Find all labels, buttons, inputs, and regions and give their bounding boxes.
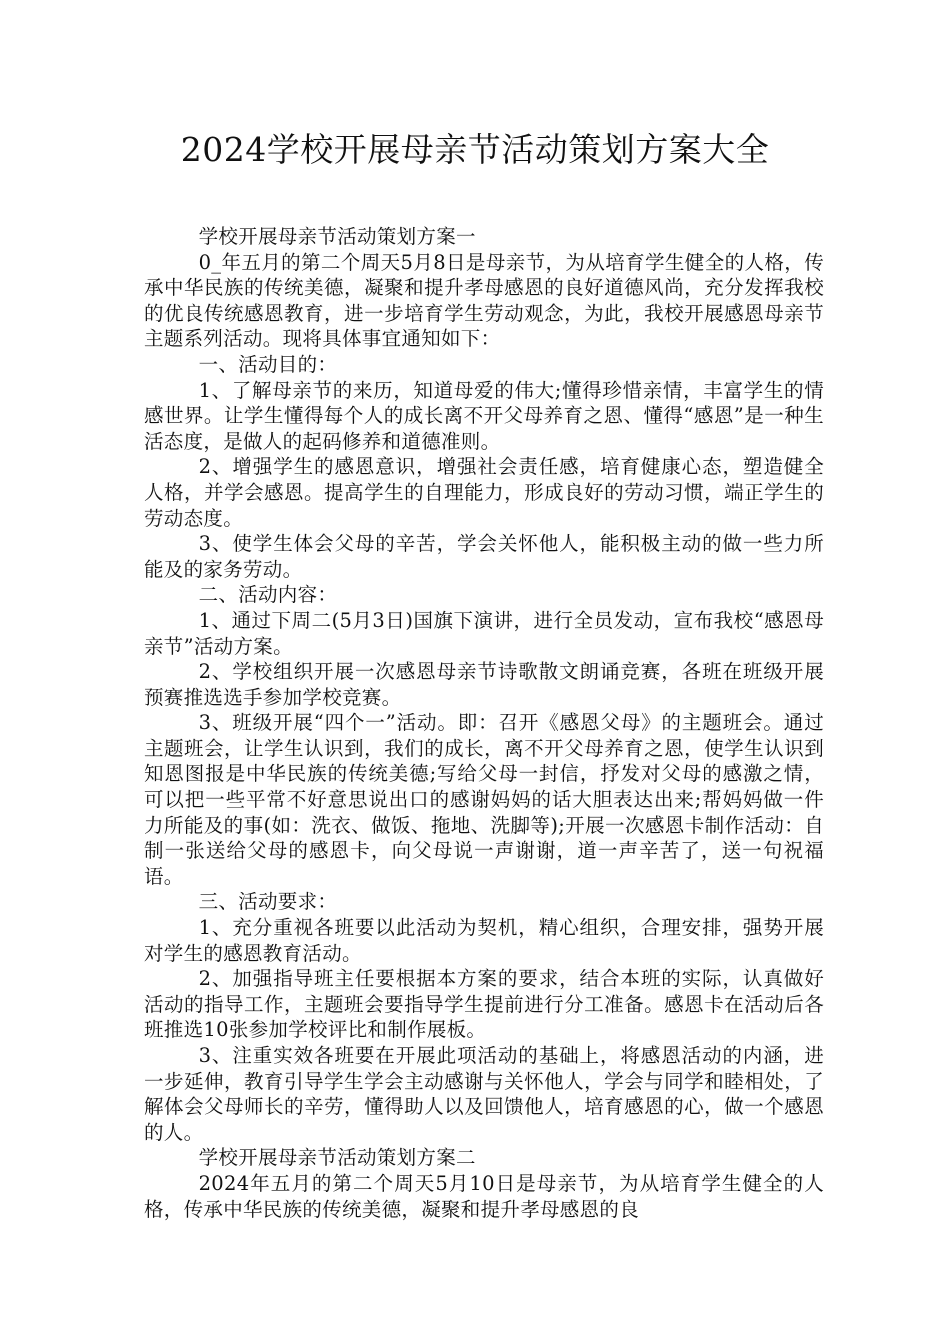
- paragraph: 1、充分重视各班要以此活动为契机，精心组织，合理安排，强势开展对学生的感恩教育活动。: [144, 916, 824, 965]
- paragraph: 3、班级开展“四个一”活动。即：召开《感恩父母》的主题班会。通过主题班会，让学生认识到，我们的成长，离不开父母养育之恩，使学生认识到知恩图报是中华民族的传统美德;写给父母一封信，抒发对父母的感激之情，可以把一些平常不好意思说出口的感谢妈妈的话大胆表达出来;帮妈妈做一件力所能及的事(如：洗衣、做饭、拖地、洗脚等);开展一次感恩卡制作活动：自制一张送给父母的感恩卡，向父母说一声谢谢，道一声辛苦了，送一句祝福语。: [144, 711, 824, 888]
- section-heading: 三、活动要求：: [198, 890, 338, 914]
- section-heading: 学校开展母亲节活动策划方案二: [198, 1146, 476, 1170]
- paragraph: 2、学校组织开展一次感恩母亲节诗歌散文朗诵竞赛，各班在班级开展预赛推选选手参加学校竞赛。: [144, 660, 824, 709]
- paragraph: 1、通过下周二(5月3日)国旗下演讲，进行全员发动，宣布我校“感恩母亲节”活动方案。: [144, 608, 824, 658]
- document-title: 2024学校开展母亲节活动策划方案大全: [180, 130, 770, 169]
- paragraph: 2、加强指导班主任要根据本方案的要求，结合本班的实际，认真做好活动的指导工作，主题班会要指导学生提前进行分工准备。感恩卡在活动后各班推选10张参加学校评比和制作展板。: [144, 967, 824, 1042]
- section-heading: 学校开展母亲节活动策划方案一: [198, 225, 476, 248]
- paragraph: 1、了解母亲节的来历，知道母爱的伟大;懂得珍惜亲情，丰富学生的情感世界。让学生懂得每个人的成长离不开父母养育之恩、懂得“感恩”是一种生活态度，是做人的起码修养和道德准则。: [144, 378, 824, 453]
- paragraph: 2024年五月的第二个周天5月10日是母亲节，为从培育学生健全的人格，传承中华民族的传统美德，凝聚和提升孝母感恩的良: [144, 1171, 824, 1221]
- section-heading: 二、活动内容：: [198, 583, 338, 607]
- section-heading: 一、活动目的：: [198, 352, 338, 376]
- paragraph: 0_年五月的第二个周天5月8日是母亲节，为从培育学生健全的人格，传承中华民族的传统美德，凝聚和提升孝母感恩的良好道德风尚，充分发挥我校的优良传统感恩教育，进一步培育学生劳动观念，为此，我校开展感恩母亲节主题系列活动。现将具体事宜通知如下：: [144, 250, 824, 351]
- document-body: [144, 224, 824, 1222]
- paragraph: 2、增强学生的感恩意识，增强社会责任感，培育健康心态，塑造健全人格，并学会感恩。提高学生的自理能力，形成良好的劳动习惯，端正学生的劳动态度。: [144, 455, 824, 530]
- paragraph: 3、使学生体会父母的辛苦，学会关怀他人，能积极主动的做一些力所能及的家务劳动。: [144, 532, 824, 581]
- paragraph: 3、注重实效各班要在开展此项活动的基础上，将感恩活动的内涵，进一步延伸，教育引导学生学会主动感谢与关怀他人，学会与同学和睦相处，了解体会父母师长的辛劳，懂得助人以及回馈他人，培育感恩的心，做一个感恩的人。: [144, 1044, 824, 1144]
